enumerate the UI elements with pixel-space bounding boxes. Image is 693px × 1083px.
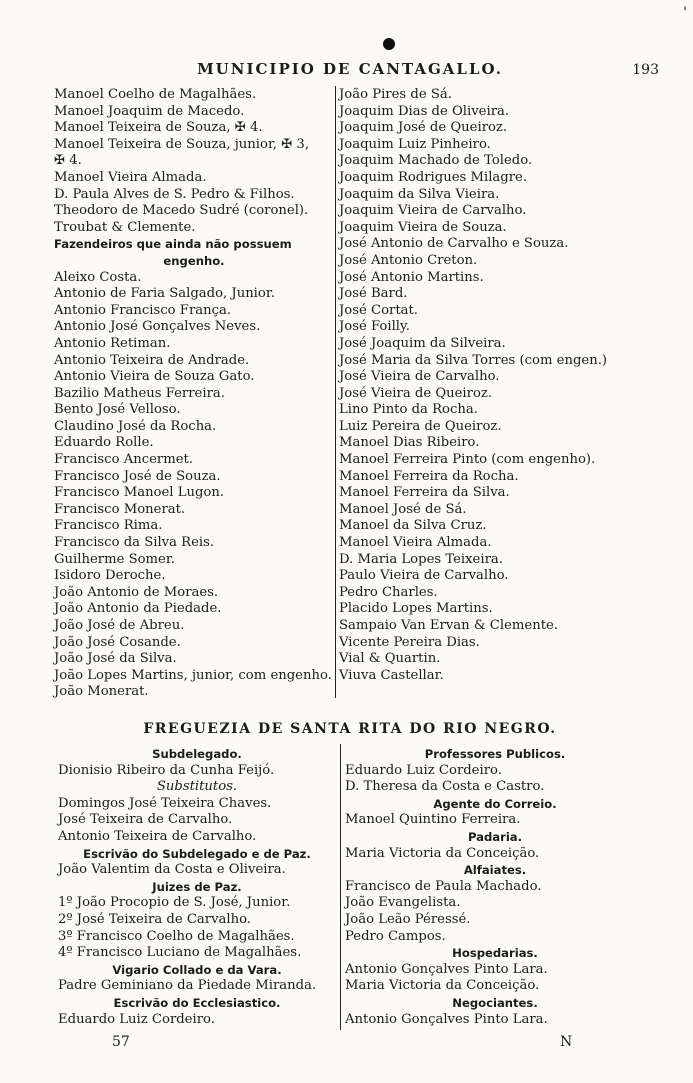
list-line: Domingos José Teixeira Chaves. xyxy=(58,795,272,811)
list-line: José Cortat. xyxy=(339,302,418,318)
list-line: Joaquim da Silva Vieira. xyxy=(339,186,500,202)
list-line: José Antonio Creton. xyxy=(339,252,478,268)
list-line: 4º Francisco Luciano de Magalhães. xyxy=(58,945,302,961)
list-line: Francisco Manoel Lugon. xyxy=(54,485,225,501)
list-line: Viuva Castellar. xyxy=(339,667,444,683)
list-line: Sampaio Van Ervan & Clemente. xyxy=(339,618,558,633)
list-line: Francisco José de Souza. xyxy=(54,468,221,484)
list-line: José Bard. xyxy=(339,286,408,302)
column-divider xyxy=(340,744,341,1030)
list-line: Francisco Monerat. xyxy=(54,501,186,517)
section-heading: Alfaiates. xyxy=(463,863,527,878)
section-heading: Hospedarias. xyxy=(452,946,538,961)
list-line: Francisco da Silva Reis. xyxy=(54,535,215,551)
list-line: Manoel José de Sá. xyxy=(339,501,467,517)
list-line: Manoel Teixeira de Souza, ✠ 4. xyxy=(54,120,263,136)
list-line: D. Theresa da Costa e Castro. xyxy=(345,779,545,795)
list-line: 1º João Procopio de S. José, Junior. xyxy=(58,895,291,911)
list-line: João Antonio da Piedade. xyxy=(54,601,222,617)
list-line: João Valentim da Costa e Oliveira. xyxy=(58,862,286,878)
list-line: Antonio Vieira de Souza Gato. xyxy=(54,369,255,385)
list-line: João Pires de Sá. xyxy=(339,87,452,102)
list-line: Placido Lopes Martins. xyxy=(339,601,493,617)
list-line: Guilherme Somer. xyxy=(54,551,175,567)
page-number: 193 xyxy=(632,62,659,78)
list-line: 2º José Teixeira de Carvalho. xyxy=(58,911,252,927)
list-line: Manoel Teixeira de Souza, junior, ✠ 3, xyxy=(54,136,310,152)
list-line: José Vieira de Carvalho. xyxy=(339,369,500,385)
list-line: José Vieira de Queiroz. xyxy=(339,385,493,401)
list-line: Eduardo Rolle. xyxy=(54,435,154,451)
list-line: D. Maria Lopes Teixeira. xyxy=(339,551,503,567)
list-line: Manoel Ferreira da Silva. xyxy=(339,485,510,501)
section-title: FREGUEZIA DE SANTA RITA DO RIO NEGRO. xyxy=(143,721,557,737)
list-line: Maria Victoria da Conceição. xyxy=(345,978,540,994)
list-line: Lino Pinto da Rocha. xyxy=(339,402,478,418)
list-line: Aleixo Costa. xyxy=(54,269,142,285)
list-line: João José Cosande. xyxy=(54,634,181,650)
section-heading: Vigario Collado e da Vara. xyxy=(112,962,282,977)
list-line: Substitutos. xyxy=(156,779,238,795)
list-line: Manoel Coelho de Magalhães. xyxy=(54,87,257,102)
top-left-column xyxy=(54,87,334,701)
list-line: Francisco Rima. xyxy=(54,518,163,534)
signature-mark: N xyxy=(560,1034,573,1050)
list-line: Antonio Gonçalves Pinto Lara. xyxy=(345,1011,548,1027)
list-line: Manoel Ferreira da Rocha. xyxy=(339,468,519,484)
list-line: D. Paula Alves de S. Pedro & Filhos. xyxy=(54,186,295,202)
list-line: Isidoro Deroche. xyxy=(54,568,166,584)
list-line: Joaquim Dias de Oliveira. xyxy=(339,103,510,119)
section-heading: Escrivão do Subdelegado e de Paz. xyxy=(83,846,311,861)
list-line: Theodoro de Macedo Sudré (coronel). xyxy=(54,203,309,219)
list-line: Antonio Teixeira de Andrade. xyxy=(54,352,250,368)
list-line: Joaquim Vieira de Souza. xyxy=(339,219,507,235)
list-line: João Leão Péressé. xyxy=(345,911,471,927)
section-heading: Padaria. xyxy=(467,829,523,844)
section-heading: engenho. xyxy=(163,253,225,268)
list-line: João José de Abreu. xyxy=(54,618,185,633)
footer-page-number: 57 xyxy=(112,1034,130,1050)
list-line: Pedro Campos. xyxy=(345,928,446,944)
list-line: Antonio de Faria Salgado, Junior. xyxy=(54,286,275,302)
list-line: Padre Geminiano da Piedade Miranda. xyxy=(58,978,317,994)
column-divider xyxy=(335,86,336,698)
section-heading: Juizes de Paz. xyxy=(152,879,242,894)
list-line: Antonio Teixeira de Carvalho. xyxy=(58,828,257,844)
list-line: 3º Francisco Coelho de Magalhães. xyxy=(58,928,295,944)
list-line: José Antonio Martins. xyxy=(339,269,484,285)
list-line: Manoel Vieira Almada. xyxy=(339,535,492,551)
list-line: José Teixeira de Carvalho. xyxy=(58,812,233,828)
list-line: Manoel Ferreira Pinto (com engenho). xyxy=(339,452,596,468)
ink-blot xyxy=(383,38,395,50)
list-line: Manoel Dias Ribeiro. xyxy=(339,435,480,451)
list-line: Pedro Charles. xyxy=(339,584,438,600)
section-heading: Escrivão do Ecclesiastico. xyxy=(113,995,281,1010)
bottom-left-column xyxy=(58,746,336,1028)
list-line: Manoel Vieira Almada. xyxy=(54,169,207,185)
list-line: José Joaquim da Silveira. xyxy=(339,335,506,351)
list-line: ✠ 4. xyxy=(54,153,82,169)
list-line: João Monerat. xyxy=(54,684,149,700)
list-line: Joaquim José de Queiroz. xyxy=(339,120,508,136)
list-line: Antonio Francisco França. xyxy=(54,302,232,318)
list-line: Manoel Quintino Ferreira. xyxy=(345,812,521,828)
list-line: Eduardo Luiz Cordeiro. xyxy=(58,1011,215,1027)
list-line: Antonio José Gonçalves Neves. xyxy=(54,319,261,335)
list-line: João Antonio de Moraes. xyxy=(54,584,219,600)
list-line: João José da Silva. xyxy=(54,651,177,667)
list-line: Manoel Joaquim de Macedo. xyxy=(54,103,245,119)
list-line: Joaquim Machado de Toledo. xyxy=(339,153,533,169)
list-line: Francisco de Paula Machado. xyxy=(345,878,542,894)
list-line: Claudino José da Rocha. xyxy=(54,418,217,434)
list-line: José Foilly. xyxy=(339,319,410,335)
section-heading: Agente do Correio. xyxy=(433,796,557,811)
list-line: Vicente Pereira Dias. xyxy=(339,634,480,650)
list-line: Joaquim Rodrigues Milagre. xyxy=(339,169,528,185)
list-line: Joaquim Vieira de Carvalho. xyxy=(339,203,527,219)
list-line: Bento José Velloso. xyxy=(54,402,181,418)
list-line: Bazilio Matheus Ferreira. xyxy=(54,385,225,401)
list-line: Manoel da Silva Cruz. xyxy=(339,518,487,534)
top-right-column xyxy=(339,87,639,684)
list-line: Joaquim Luiz Pinheiro. xyxy=(339,136,491,152)
list-line: José Antonio de Carvalho e Souza. xyxy=(339,236,569,252)
section-heading: Subdelegado. xyxy=(152,747,242,761)
list-line: Antonio Gonçalves Pinto Lara. xyxy=(345,961,548,977)
section-heading: Fazendeiros que ainda não possuem xyxy=(54,237,292,252)
list-line: Eduardo Luiz Cordeiro. xyxy=(345,762,502,778)
list-line: Luiz Pereira de Queiroz. xyxy=(339,418,502,434)
section-heading: Negociantes. xyxy=(452,995,538,1010)
margin-mark: ' xyxy=(683,5,687,21)
list-line: Dionisio Ribeiro da Cunha Feijó. xyxy=(58,762,275,778)
list-line: Francisco Ancermet. xyxy=(54,452,194,468)
list-line: João Lopes Martins, junior, com engenho. xyxy=(54,667,332,683)
list-line: Troubat & Clemente. xyxy=(54,219,196,235)
bottom-right-column xyxy=(345,746,645,1028)
list-line: Vial & Quartin. xyxy=(339,651,441,667)
section-heading: Professores Publicos. xyxy=(424,747,566,761)
list-line: Maria Victoria da Conceição. xyxy=(345,845,540,861)
list-line: José Maria da Silva Torres (com engen.) xyxy=(339,352,608,368)
list-line: Paulo Vieira de Carvalho. xyxy=(339,568,509,584)
running-title: MUNICIPIO DE CANTAGALLO. xyxy=(197,60,503,78)
list-line: João Evangelista. xyxy=(345,895,461,911)
list-line: Antonio Retiman. xyxy=(54,335,171,351)
